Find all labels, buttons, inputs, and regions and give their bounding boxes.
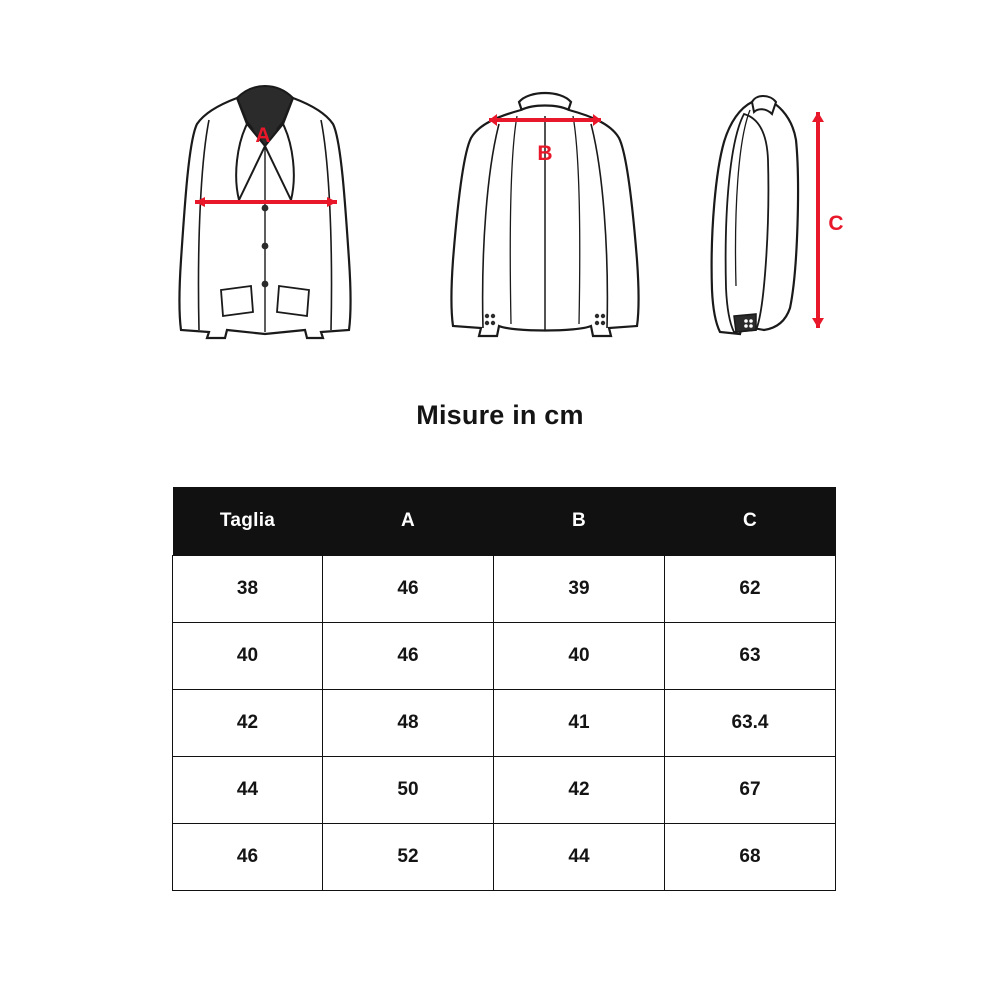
cell-c: 63.4 xyxy=(665,690,836,757)
size-table xyxy=(172,487,836,891)
cell-a: 46 xyxy=(323,623,494,690)
back-right-cuff-button-1 xyxy=(595,314,599,318)
table-row xyxy=(173,623,836,690)
measure-arrow-c-top xyxy=(812,112,824,122)
measure-label-b: B xyxy=(537,142,553,165)
cell-b: 41 xyxy=(494,690,665,757)
cell-b: 44 xyxy=(494,824,665,891)
side-cuff-button-1 xyxy=(744,319,748,323)
cell-a: 50 xyxy=(323,757,494,824)
front-view-figure xyxy=(165,80,365,365)
back-left-cuff-button-1 xyxy=(485,314,489,318)
measure-unit-caption: Misure in cm xyxy=(416,400,584,430)
button-3 xyxy=(262,281,269,288)
measure-label-a: A xyxy=(255,124,271,147)
side-view-svg xyxy=(690,80,870,360)
front-view-svg xyxy=(165,80,365,360)
back-left-cuff-button-4 xyxy=(491,321,495,325)
button-2 xyxy=(262,243,269,250)
cell-b: 40 xyxy=(494,623,665,690)
size-table-body xyxy=(173,556,836,891)
cell-size: 46 xyxy=(173,824,323,891)
cell-size: 38 xyxy=(173,556,323,623)
cell-c: 62 xyxy=(665,556,836,623)
cell-a: 48 xyxy=(323,690,494,757)
table-row xyxy=(173,757,836,824)
back-left-cuff-button-2 xyxy=(485,321,489,325)
back-right-cuff-button-3 xyxy=(601,314,605,318)
column-header-b: B xyxy=(494,487,665,556)
cell-b: 42 xyxy=(494,757,665,824)
column-header-c: C xyxy=(665,487,836,556)
back-view-svg xyxy=(435,80,655,360)
table-row xyxy=(173,556,836,623)
measure-arrow-c-bottom xyxy=(812,318,824,328)
garment-illustrations xyxy=(0,80,1000,380)
cell-c: 68 xyxy=(665,824,836,891)
back-view-figure xyxy=(435,80,655,365)
size-table-head xyxy=(173,487,836,556)
left-pocket xyxy=(221,286,253,316)
column-header-a: A xyxy=(323,487,494,556)
column-header-taglia: Taglia xyxy=(173,487,323,556)
cell-a: 52 xyxy=(323,824,494,891)
cell-c: 63 xyxy=(665,623,836,690)
side-cuff xyxy=(734,314,756,332)
cell-b: 39 xyxy=(494,556,665,623)
side-cuff-button-3 xyxy=(744,324,748,328)
table-row xyxy=(173,690,836,757)
cell-size: 42 xyxy=(173,690,323,757)
back-left-cuff-button-3 xyxy=(491,314,495,318)
right-pocket xyxy=(277,286,309,316)
side-cuff-button-2 xyxy=(749,319,753,323)
size-table-header-row xyxy=(173,487,836,556)
side-cuff-button-4 xyxy=(749,324,753,328)
table-row xyxy=(173,824,836,891)
measure-label-c: C xyxy=(828,212,844,235)
button-1 xyxy=(262,205,269,212)
cell-c: 67 xyxy=(665,757,836,824)
back-right-cuff-button-2 xyxy=(595,321,599,325)
size-table-wrapper xyxy=(172,487,828,891)
cell-size: 40 xyxy=(173,623,323,690)
side-view-figure xyxy=(690,80,870,365)
cell-a: 46 xyxy=(323,556,494,623)
back-right-cuff-button-4 xyxy=(601,321,605,325)
cell-size: 44 xyxy=(173,757,323,824)
